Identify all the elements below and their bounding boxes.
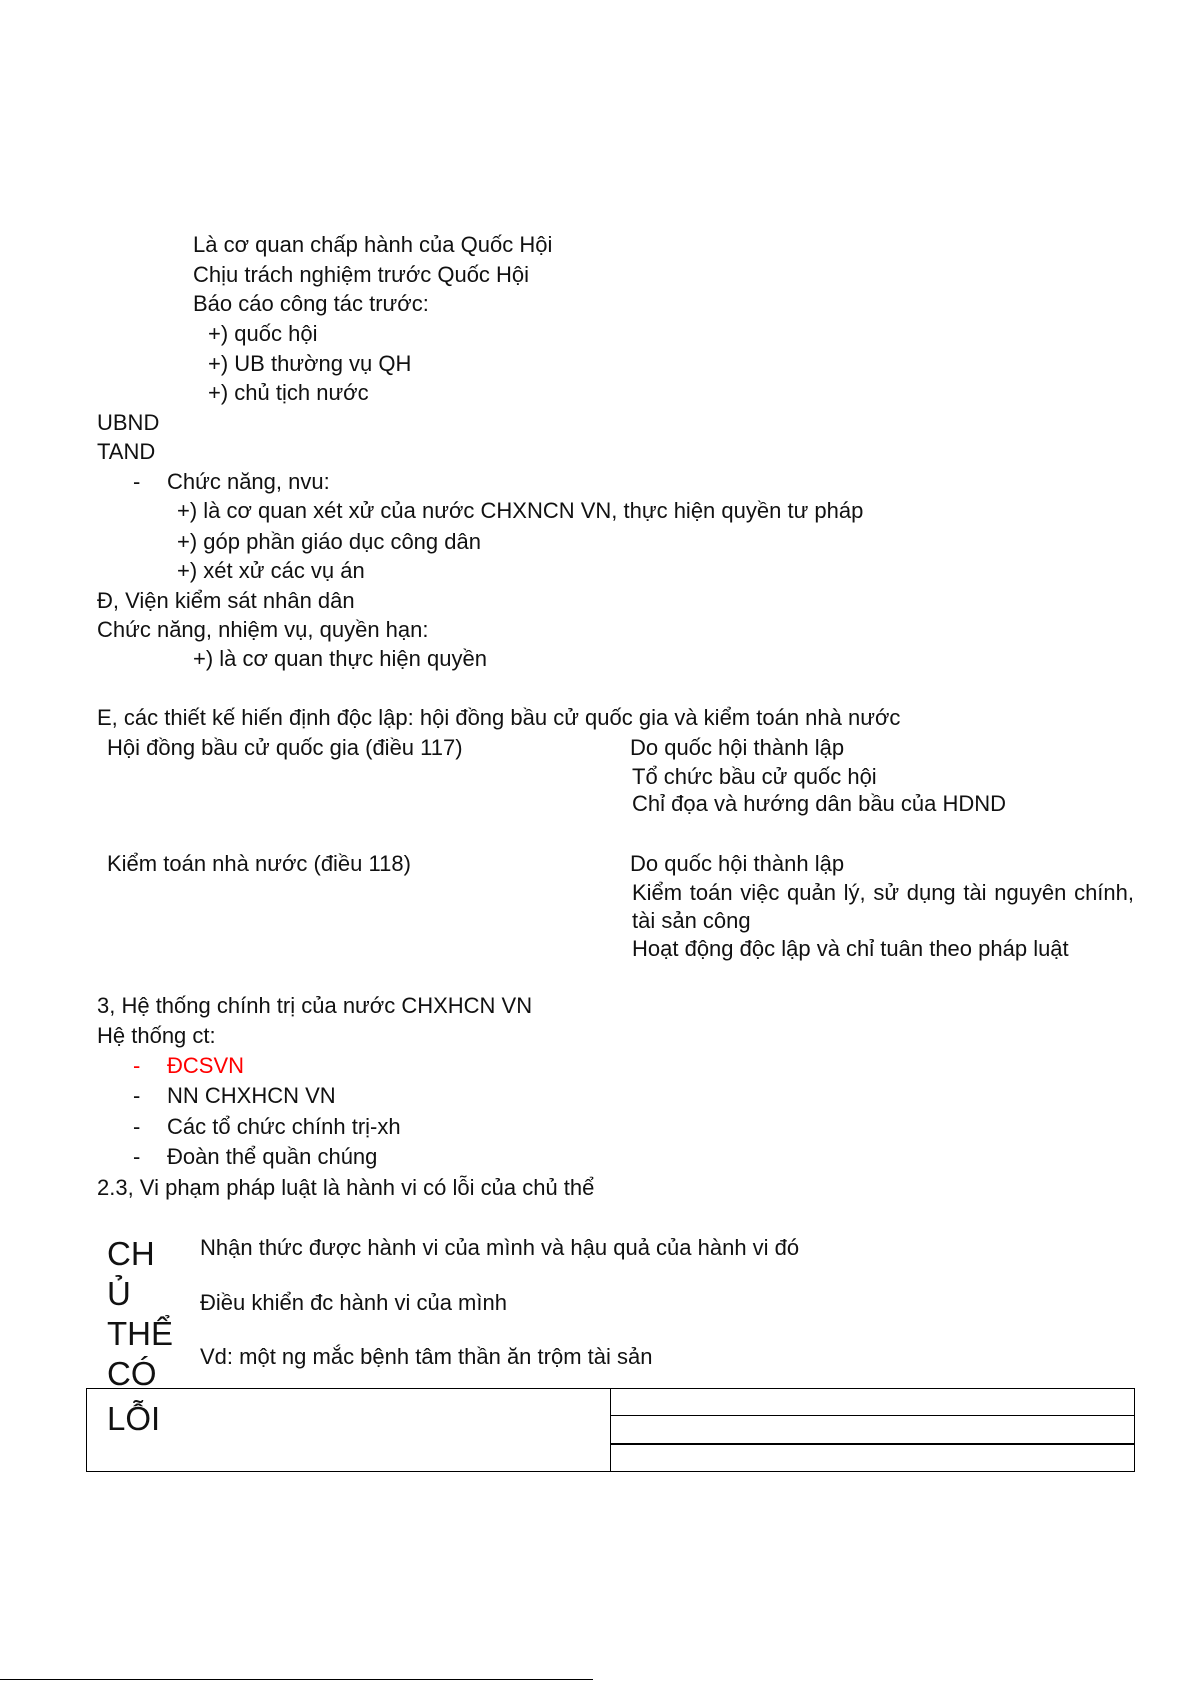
tand-heading: TAND: [97, 439, 156, 464]
subject-row-2: Điều khiển đc hành vi của mình: [200, 1290, 507, 1315]
tand-dash: -: [133, 469, 141, 494]
bullet-item-2: NN CHXHCN VN: [167, 1083, 336, 1108]
table-right-cell-2: [610, 1415, 1135, 1444]
bullet-item-4: Đoàn thể quần chúng: [167, 1144, 378, 1169]
section-3-sub: Hệ thống ct:: [97, 1023, 216, 1048]
vks-point-1: +) là cơ quan thực hiện quyền: [193, 646, 487, 671]
tand-point-3: +) xét xử các vụ án: [177, 558, 365, 583]
bullet-item-3: Các tổ chức chính trị-xh: [167, 1114, 401, 1139]
section-3-heading: 3, Hệ thống chính trị của nước CHXHCN VN: [97, 993, 533, 1018]
bullet-dash-3: -: [133, 1114, 141, 1139]
hd-label: Hội đồng bầu cử quốc gia (điều 117): [107, 735, 463, 760]
gov-sub-3: +) chủ tịch nước: [208, 380, 369, 405]
kt-label: Kiểm toán nhà nước (điều 118): [107, 851, 411, 876]
bullet-dash-2: -: [133, 1083, 141, 1108]
vertical-label-5: LỖI: [107, 1400, 161, 1437]
vks-heading: Đ, Viện kiểm sát nhân dân: [97, 588, 355, 613]
bullet-dash-4: -: [133, 1144, 141, 1169]
hd-item-2: Tổ chức bầu cử quốc hội: [632, 764, 877, 789]
table-left-cell: [86, 1388, 610, 1472]
vertical-label-2: Ủ: [107, 1275, 131, 1312]
tand-point-1: +) là cơ quan xét xử của nước CHXNCN VN, thực hiện quyền tư pháp: [177, 498, 864, 523]
section-23-heading: 2.3, Vi phạm pháp luật là hành vi có lỗi của chủ thể: [97, 1175, 595, 1200]
hd-item-1: Do quốc hội thành lập: [630, 735, 845, 760]
kt-item-1: Do quốc hội thành lập: [630, 851, 845, 876]
ubnd-heading: UBND: [97, 410, 160, 435]
gov-sub-1: +) quốc hội: [208, 321, 318, 346]
gov-line-1: Là cơ quan chấp hành của Quốc Hội: [193, 232, 553, 257]
subject-row-1: Nhận thức được hành vi của mình và hậu quả của hành vi đó: [200, 1235, 800, 1260]
subject-row-3: Vd: một ng mắc bệnh tâm thần ăn trộm tài sản: [200, 1344, 653, 1369]
bullet-dash-1: -: [133, 1053, 141, 1078]
table-right-cell-1: [610, 1388, 1135, 1416]
vertical-label-4: CÓ: [107, 1355, 157, 1392]
hd-item-3: Chỉ đọa và hướng dân bầu của HDND: [632, 791, 1007, 816]
kt-item-2: Kiểm toán việc quản lý, sử dụng tài nguyên chính, tài sản công: [632, 880, 1134, 933]
vertical-label-1: CH: [107, 1235, 155, 1272]
kt-item-3: Hoạt động độc lập và chỉ tuân theo pháp luật: [632, 936, 1069, 961]
bottom-rule: [0, 1679, 593, 1680]
bullet-item-1: ĐCSVN: [167, 1053, 245, 1078]
gov-line-2: Chịu trách nghiệm trước Quốc Hội: [193, 262, 530, 287]
tand-function: Chức năng, nvu:: [167, 469, 330, 494]
gov-sub-2: +) UB thường vụ QH: [208, 351, 412, 376]
vks-function: Chức năng, nhiệm vụ, quyền hạn:: [97, 617, 429, 642]
tand-point-2: +) góp phần giáo dục công dân: [177, 529, 481, 554]
section-e-heading: E, các thiết kế hiến định độc lập: hội đồng bầu cử quốc gia và kiểm toán nhà nước: [97, 705, 901, 730]
table-right-cell-3: [610, 1444, 1135, 1472]
vertical-label-3: THỂ: [107, 1315, 173, 1352]
gov-line-3: Báo cáo công tác trước:: [193, 291, 429, 316]
